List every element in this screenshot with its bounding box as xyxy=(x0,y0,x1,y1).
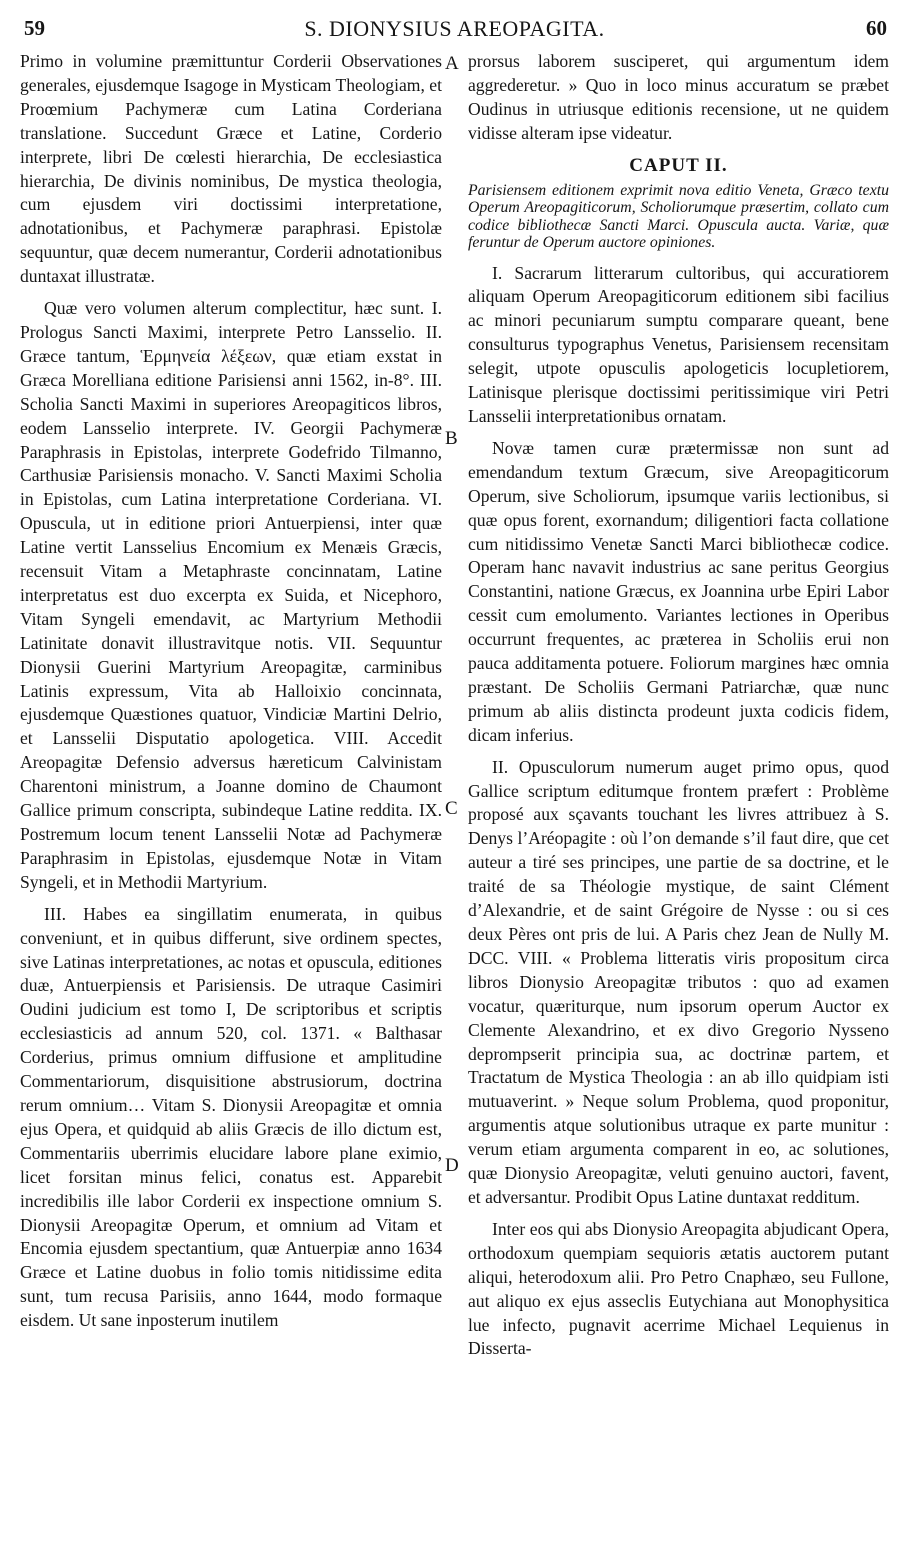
paragraph-editions-volume-one: Primo in volumine præmittuntur Corderii Observationes generales, ejusdemque Isagoge in Mysticam Theologiam, et Proœmium Pachymeræ cum Latina Corderiana translatione. Succedunt Græce et Latine, Corderio interprete, libri De cœlesti hierarchia, De ecclesiastica hierarchia, De divinis nominibus, De mystica theologia, cum ejusdem viri doctissimi interpretatione, adnotationibus, et Pachymeræ paraphrasi. Epistolæ sequuntur, quæ decem numerantur, Corderii adnotationibus duntaxat illustratæ. xyxy=(20,51,442,287)
page-number-right: 60 xyxy=(866,16,887,40)
chapter-heading: CAPUT II. xyxy=(629,154,728,176)
paragraph-oudin-judgement: III. Habes ea singillatim enumerata, in quibus conveniunt, et in quibus differunt, sive ordinem spectes, sive Latinas interpretationes, ac notas et opuscula, editiones duæ, Antuerpiensis et Parisiensis. De utraque Casimiri Oudini judicium est tomo I, De scriptoribus et scriptis ecclesiasticis ad annum 520, col. 1371. « Balthasar Corderius, primus omnium diffusione et amplitudine Commentariorum, disquisitione abstrusiorum, doctrina rerum omnium… Vitam S. Dionysii Areopagitæ et omnia ejus Opera, et quidquid ab aliis Græcis de illo dictum est, Commentariis uberrimis elucidare labore plane eximio, licet forsitan minus felici, conatus est. Apparebit incredibilis ille labor Corderii ex inspectione omnium S. Dionysii Areopagitæ Operum, et omnium ad Vitam et Encomia ejusdem spectantium, quæ Antuerpiæ anno 1634 Græce et Latine duobus in folio tomis nitidissime edita sunt, tum recusa Parisiis, anno 1644, modo formaque eisdem. Ut sane inposterum inutilem xyxy=(20,903,442,1331)
right-column xyxy=(468,50,889,1361)
paragraph-volume-two-contents: Quæ vero volumen alterum complectitur, hæc sunt. I. Prologus Sancti Maximi, interprete Petro Lansselio. II. Græce tantum, Ἑρμηνεία λέξεων, quæ etiam exstat in Græca Morelliana editione Parisiensi anni 1562, in-8°. III. Scholia Sancti Maximi in superiores Areopagiticos libros, eodem Lansselio interprete. IV. Georgii Pachymeræ Paraphrasis in Epistolas, interprete Godefrido Tilmanno, Carthusiæ Parisiensis monacho. V. Sancti Maximi Scholia in Epistolas, cum Latina interpretatione Corderiana. VI. Opuscula, ut in editione priori Antuerpiensi, inter quæ Latine vertit Lansselius Encomium ex Menæis Græcis, recensuit Vitam a Metaphraste concinnatam, Latine interpretatus est duo excerpta ex Suida, et Nicephoro, Vitam Syngeli emendavit, ac Martyrium Methodii Latinitate donavit illustravitque notis. VII. Sequuntur Dionysii Guerini Martyrium Areopagitæ, carminibus Latinis expressum, Vita ab Halloixio concinnata, ejusdemque Quæstiones quatuor, Vindiciæ Martini Delrio, et Lansselii Disputatio apologetica. VIII. Accedit Areopagitæ Defensio adversus hæreticum Calvinistam Charentoni ministrum, a Joanne domino de Chaumont Gallice primum conscripta, subindeque Latine reddita. IX. Postremum locum tenent Lansselii Notæ ad Pachymeræ Paraphrasim in Epistolas, ejusdemque Notæ in Vitam Syngeli, et in Methodii Martyrium. xyxy=(20,298,442,892)
margin-marker-d: D xyxy=(445,1155,459,1176)
margin-marker-b: B xyxy=(445,428,458,449)
running-title: S. DIONYSIUS AREOPAGITA. xyxy=(304,16,605,41)
margin-marker-c: C xyxy=(445,798,458,819)
margin-marker-a: A xyxy=(445,53,459,74)
page-header xyxy=(0,8,909,48)
paragraph-venetian-edition: I. Sacrarum litterarum cultoribus, qui accuratiorem aliquam Operum Areopagiticorum editionem sibi facilius ac minori pecuniarum sumptu comparare queant, bene consulturus typographus Venetus, Parisiensem recensitam selegit, utpote opusculis apologeticis locupletiorem, Latinisque plerisque doctissimi peritissimique viri Petri Lansselii interpretationibus ornatam. xyxy=(468,262,889,426)
paragraph-authorship-opinions: Inter eos qui abs Dionysio Areopagita abjudicant Opera, orthodoxum quempiam sequioris ætatis auctorem putant aliqui, heterodoxum alii. Pro Petro Cnaphæo, seu Fullone, aut aliquo ex ejus asseclis Eutychiana aut Monophysitica lue infecto, pugnavit acerrime Michael Lequienus in Disserta- xyxy=(468,1218,889,1359)
paragraph-opuscula-problema: II. Opusculorum numerum auget primo opus, quod Gallice scriptum editumque frontem præfert : Problème proposé aux sçavants touchant les livres attribuez à S. Denys l’Aréopagite : où l’on demande s’il faut dire, que cet auteur a tiré ses principes, une partie de sa doctrine, et le traité de sa Théologie mystique, de saint Clément d’Alexandrie, et de saint Grégoire de Nysse : ou si ces deux Pères ont pris de lui. A Paris chez Jean de Nully M. DCC. VIII. « Problema litteratis viris propositum circa libros Dionysio Areopagitæ tributos : quo ad examen vocatur, quæriturque, num ipsorum operum Auctor ex Clemente Alexandrino, et ex divo Gregorio Nysseno deprompserit principia sua, ac doctrinæ partem, et Tractatum de Mystica Theologia : an ab illo quidpiam isti mutuaverint. » Neque solum Problema, quod proponitur, argumentis atque solutionibus utraque ex parte munitur : verum etiam argumenta comparent in eo, ac solutiones, quæ Dionysio Areopagitæ, veluti genuino auctori, favent, et adversantur. Prodibit Opus Latine duntaxat redditum. xyxy=(468,756,889,1207)
paragraph-greek-text-revision: Novæ tamen curæ prætermissæ non sunt ad emendandum textum Græcum, sive Areopagiticorum Operum, sive Scholiorum, ipsumque variis lectionibus, si quæ opus forent, exornandum; diligentiori facta collatione cum nitidissimo Venetæ Sancti Marci bibliothecæ codice. Operam hanc navavit industrius ac sane peritus Georgius Constantini, natione Græcus, ex Joannina urbe Epiri Labor cessit cum emolumento. Variantes lectiones in Operibus occurrunt frequentes, ac præterea in Scholiis erui non pauca additamenta potuere. Foliorum margines hæc omnia præstant. De Scholiis Germani Patriarchæ, quæ nunc primum ab aliis distincta prodeunt juxta codicis fidem, dicam inferius. xyxy=(468,437,889,745)
paragraph-continuation: prorsus laborem susciperet, qui argumentum idem aggrederetur. » Quo in loco minus accuratum se præbet Oudinus in utriusque editionis recensione, ut ne quidem vidisse alteram ipse videatur. xyxy=(468,51,889,143)
page-number-left: 59 xyxy=(24,16,45,40)
chapter-summary: Parisiensem editionem exprimit nova editio Veneta, Græco textu Operum Areopagiticorum, Scholiorumque præsertim, collato cum codice bibliothecæ Sancti Marci. Opuscula aucta. Variæ, quæ feruntur de Operum auctore opiniones. xyxy=(468,181,889,252)
left-column xyxy=(20,50,442,1333)
